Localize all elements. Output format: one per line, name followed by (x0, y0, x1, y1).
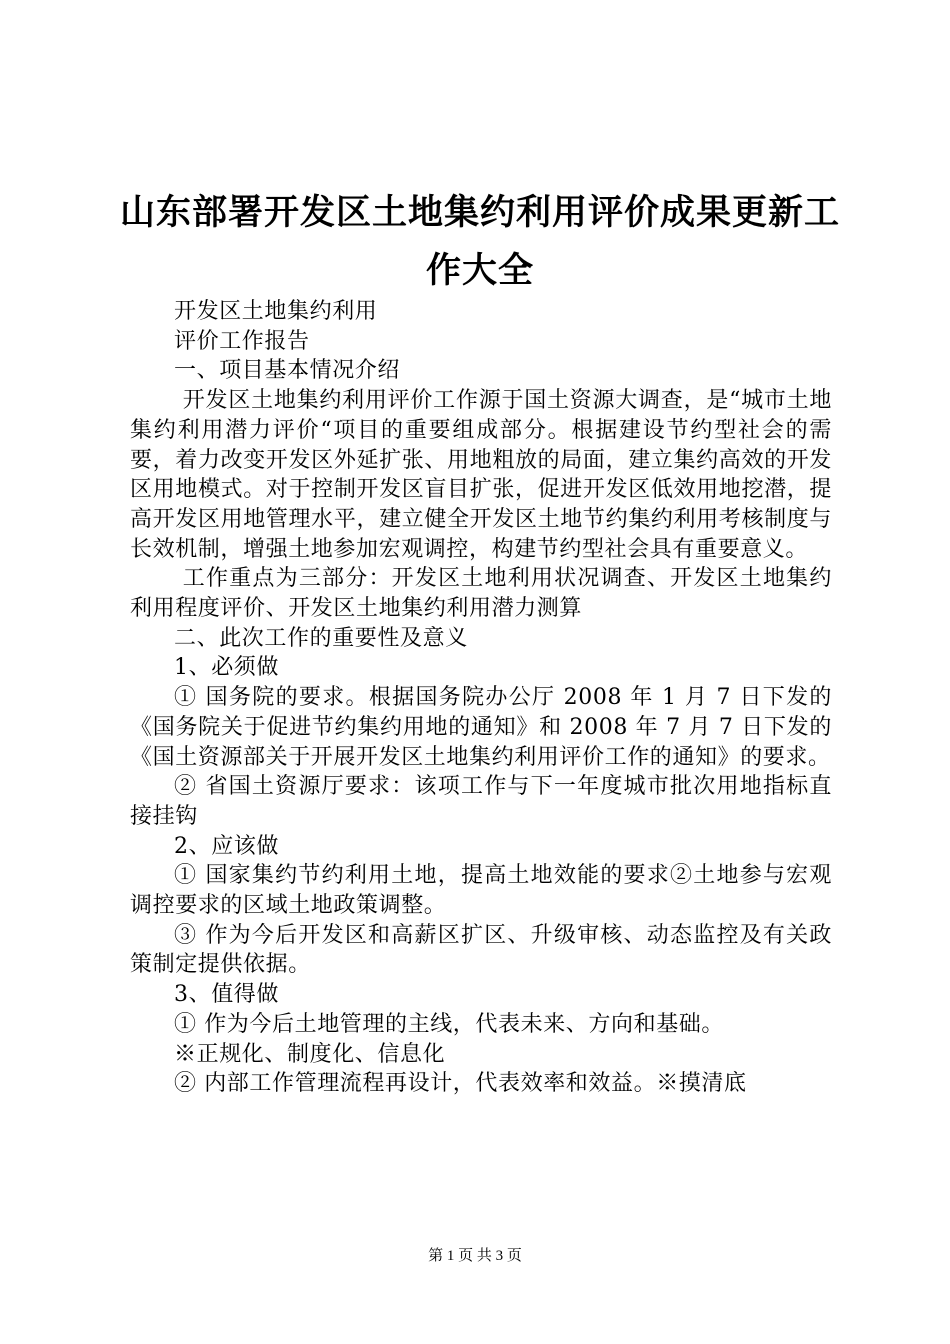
body-paragraph: 开发区土地集约利用 (174, 299, 378, 324)
body-paragraph: ① 国家集约节约利用土地，提高土地效能的要求②土地参与宏观调控要求的区域土地政策调整。 (130, 863, 832, 919)
subsection-heading: 1、必须做 (174, 655, 279, 681)
section-heading: 一、项目基本情况介绍 (174, 358, 401, 384)
page-footer: 第 1 页 共 3 页 (428, 1248, 522, 1264)
body-paragraph: ② 内部工作管理流程再设计，代表效率和效益。※摸清底 (174, 1071, 747, 1097)
body-paragraph: ① 国务院的要求。根据国务院办公厅 2008 年 1 月 7 日下发的《国务院关于促进节约集约用地的通知》和 2008 年 7 月 7 日下发的《国土资源部关于开展开发区土地集约利用评价工作的通知》的要求。 (130, 685, 832, 770)
body-paragraph: 评价工作报告 (174, 328, 310, 354)
body-paragraph: 工作重点为三部分：开发区土地利用状况调查、开发区土地集约利用程度评价、开发区土地集约利用潜力测算 (130, 566, 832, 622)
document-body (130, 297, 832, 1099)
body-paragraph: ③ 作为今后开发区和高薪区扩区、升级审核、动态监控及有关政策制定提供依据。 (130, 922, 832, 978)
body-paragraph: 开发区土地集约利用评价工作源于国土资源大调查，是“城市土地集约利用潜力评价“项目的重要组成部分。根据建设节约型社会的需要，着力改变开发区外延扩张、用地粗放的局面，建立集约高效的开发区用地模式。对于控制开发区盲目扩张，促进开发区低效用地挖潜，提高开发区用地管理水平，建立健全开发区土地节约集约利用考核制度与长效机制，增强土地参加宏观调控，构建节约型社会具有重要意义。 (130, 388, 832, 562)
body-paragraph: ① 作为今后土地管理的主线，代表未来、方向和基础。 (174, 1011, 724, 1037)
document-title: 山东部署开发区土地集约利用评价成果更新工作大全 (120, 193, 841, 291)
subsection-heading: 2、应该做 (174, 833, 279, 859)
body-paragraph: ② 省国土资源厅要求：该项工作与下一年度城市批次用地指标直接挂钩 (130, 774, 832, 829)
section-heading: 二、此次工作的重要性及意义 (174, 625, 468, 651)
subsection-heading: 3、值得做 (174, 982, 279, 1008)
body-paragraph: ※正规化、制度化、信息化 (174, 1041, 446, 1067)
